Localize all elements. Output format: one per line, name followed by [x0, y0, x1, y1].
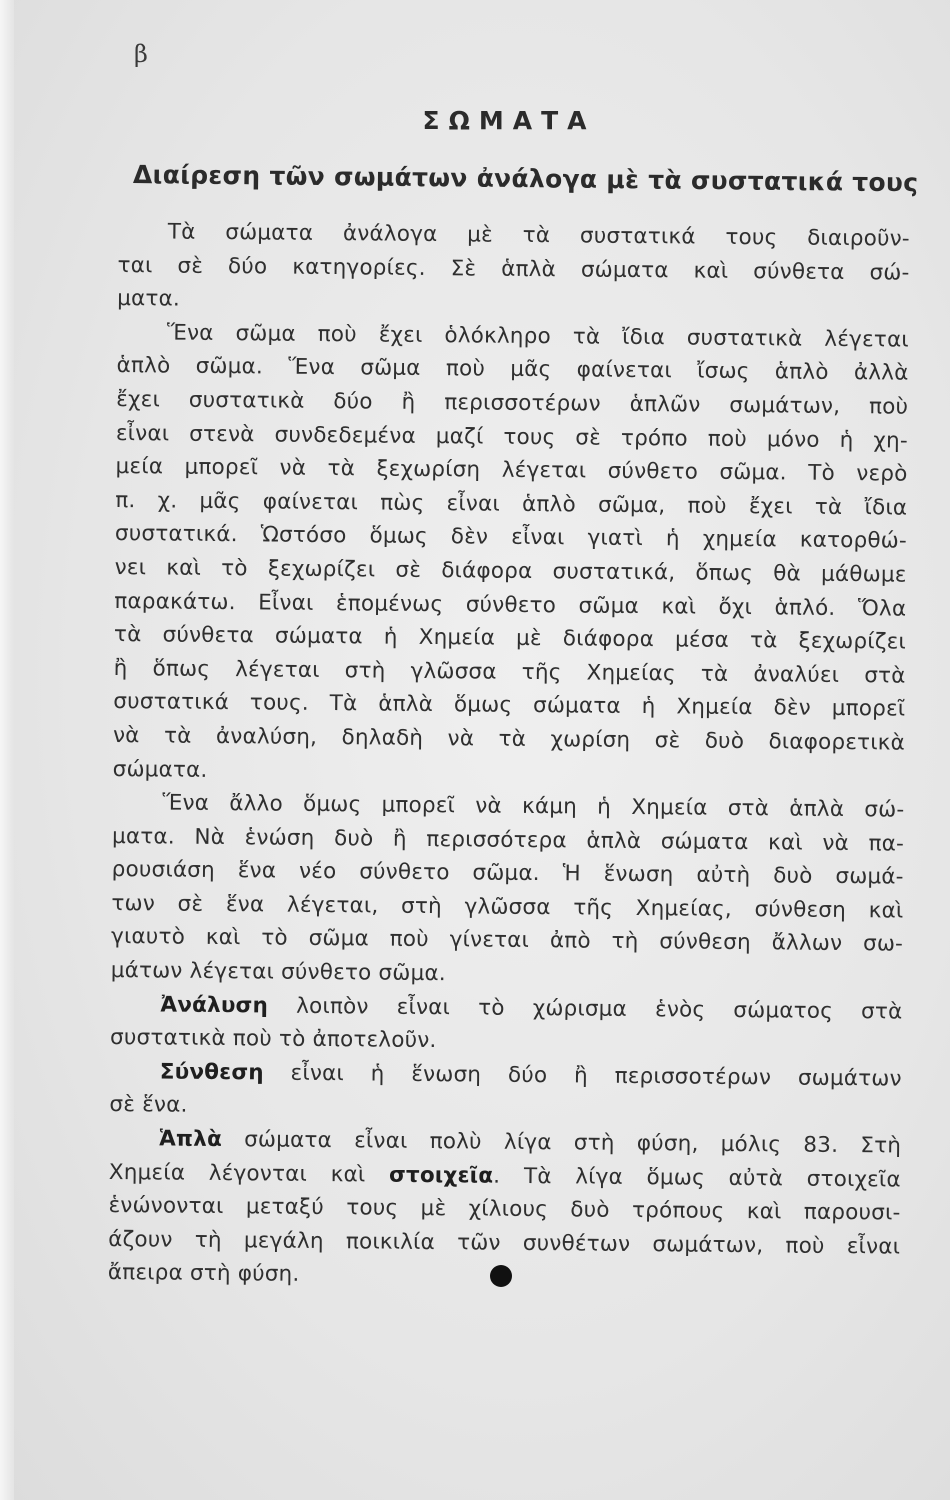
- text-segment: συστατικά. Ὡστόσο ὅμως δὲν εἶναι γιατὶ ἡ χημεία κατορθώ-: [114, 521, 908, 554]
- text-segment: Χημεία λέγονται καὶ: [108, 1159, 390, 1188]
- text-segment: των σὲ ἕνα λέγεται, στὴ γλῶσσα τῆς Χημείας, σύνθεση καὶ: [111, 890, 904, 924]
- text-line: [110, 1057, 902, 1095]
- page-edge: [0, 0, 14, 1500]
- text-segment: ἢ ὅπως λέγεται στὴ γλῶσσα τῆς Χημείας τὰ ἀναλύει στὰ: [113, 655, 906, 689]
- text-segment: παρακάτω. Εἶναι ἑπομένως σύνθετο σῶμα καὶ ὄχι ἁπλό. Ὅλα: [114, 588, 907, 622]
- text-line: [116, 419, 908, 457]
- text-line: [111, 889, 903, 927]
- text-line: [113, 754, 905, 792]
- text-segment: γιαυτὸ καὶ τὸ σῶμα ποὺ γίνεται ἀπὸ τὴ σύνθεση ἄλλων σω-: [110, 924, 904, 958]
- text-line: [110, 990, 902, 1028]
- text-line: [117, 251, 909, 289]
- text-segment: νὰ τὰ ἀναλύση, δηλαδὴ νὰ τὰ χωρίση σὲ δυὸ διαφορετικὰ: [112, 722, 906, 756]
- text-line: [115, 519, 907, 557]
- text-line: [112, 822, 904, 860]
- text-line: [115, 452, 907, 490]
- text-line: [118, 217, 910, 255]
- text-line: [114, 587, 906, 625]
- text-segment: ται σὲ δύο κατηγορίες. Σὲ ἁπλὰ σώματα καὶ σύνθετα σώ-: [117, 252, 910, 286]
- text-segment: άζουν τὴ μεγάλη ποικιλία τῶν συνθέτων σωμάτων, ποὺ εἶναι: [108, 1226, 901, 1260]
- text-segment: ἑνώνονται μεταξύ τους μὲ χίλιους δυὸ τρόπους καὶ παρουσι-: [108, 1193, 901, 1226]
- text-segment: ἔχει συστατικὰ δύο ἢ περισσοτέρων ἁπλῶν σωμάτων, ποὺ: [116, 386, 909, 420]
- text-line: [111, 922, 903, 960]
- text-segment: τὰ σύνθετα σώματα ἡ Χημεία μὲ διάφορα μέσα τὰ ξεχωρίζει: [113, 622, 907, 655]
- text-segment: εἶναι ἡ ἕνωση δύο ἢ περισσοτέρων σωμάτων: [263, 1060, 902, 1092]
- text-segment: Τὰ σώματα ἀνάλογα μὲ τὰ συστατικά τους διαιροῦν-: [167, 219, 910, 252]
- page-marker: β: [134, 40, 148, 68]
- text-line: [117, 284, 909, 322]
- text-line: [108, 1191, 900, 1229]
- text-line: [112, 788, 904, 826]
- text-line: [114, 654, 906, 692]
- text-line: [113, 687, 905, 725]
- text-segment: ματα. Νὰ ἑνώση δυὸ ἢ περισσότερα ἁπλὰ σώματα καὶ νὰ πα-: [111, 823, 905, 857]
- text-segment: σὲ ἕνα.: [109, 1092, 188, 1119]
- text-segment: σώματα εἶναι πολὺ λίγα στὴ φύση, μόλις 83. Στὴ: [221, 1127, 902, 1159]
- text-line: [109, 1158, 901, 1196]
- text-segment: π. χ. μᾶς φαίνεται πὼς εἶναι ἁπλὸ σῶμα, ποὺ ἔχει τὰ ἴδια: [115, 487, 908, 521]
- text-segment: εἶναι στενὰ συνδεδεμένα μαζί τους σὲ τρόπο ποὺ μόνο ἡ χη-: [115, 420, 909, 454]
- text-segment: Ἕνα ἄλλο ὅμως μπορεῖ νὰ κάμη ἡ Χημεία στὰ ἁπλὰ σώ-: [162, 790, 905, 823]
- body-text: [108, 217, 910, 1300]
- end-bullet-ornament: [490, 1265, 512, 1287]
- bold-term: στοιχεῖα: [388, 1162, 494, 1189]
- text-segment: σώματα.: [112, 756, 208, 783]
- text-segment: μεία μπορεῖ νὰ τὰ ξεχωρίση λέγεται σύνθετο σῶμα. Τὸ νερὸ: [115, 454, 908, 487]
- text-line: [114, 620, 906, 658]
- section-heading: Διαίρεση τῶν σωμάτων ἀνάλογα μὲ τὰ συστατικά τους: [132, 160, 919, 198]
- text-line: [112, 855, 904, 893]
- text-line: [115, 486, 907, 524]
- text-segment: συστατικὰ ποὺ τὸ ἀποτελοῦν.: [110, 1025, 437, 1054]
- text-line: [113, 721, 905, 759]
- text-segment: Ἕνα σῶμα ποὺ ἔχει ὁλόκληρο τὰ ἴδια συστατικὰ λέγεται: [166, 320, 909, 353]
- text-segment: μάτων λέγεται σύνθετο σῶμα.: [110, 958, 446, 987]
- bold-term: Ἁπλὰ: [159, 1126, 223, 1153]
- text-line: [116, 351, 908, 389]
- text-segment: ματα.: [117, 286, 181, 312]
- text-segment: ρουσιάση ἕνα νέο σύνθετο σῶμα. Ἡ ἕνωση αὐτὴ δυὸ σωμά-: [111, 857, 904, 890]
- text-segment: λοιπὸν εἶναι τὸ χώρισμα ἑνὸς σώματος στὰ: [267, 993, 903, 1025]
- text-line: [114, 553, 906, 591]
- text-line: [109, 1090, 901, 1128]
- text-line: [110, 1023, 902, 1061]
- text-segment: ἄπειρα στὴ φύση.: [107, 1260, 300, 1288]
- text-line: [116, 385, 908, 423]
- text-segment: ἁπλὸ σῶμα. Ἕνα σῶμα ποὺ μᾶς φαίνεται ἴσως ἁπλὸ ἀλλὰ: [116, 353, 909, 386]
- bold-term: Σύνθεση: [159, 1059, 264, 1086]
- text-segment: . Τὰ λίγα ὅμως αὐτὰ στοιχεῖα: [493, 1163, 901, 1193]
- text-segment: νει καὶ τὸ ξεχωρίζει σὲ διάφορα συστατικά, ὅπως θὰ μάθωμε: [114, 554, 907, 588]
- text-line: [109, 1124, 901, 1162]
- text-line: [111, 956, 903, 994]
- bold-term: Ἀνάλυση: [160, 992, 269, 1019]
- text-line: [108, 1225, 900, 1263]
- page-title: ΣΩΜΑΤΑ: [422, 106, 596, 135]
- text-segment: συστατικά τους. Τὰ ἁπλὰ ὅμως σώματα ἡ Χημεία δὲν μπορεῖ: [113, 689, 906, 722]
- text-line: [117, 318, 909, 356]
